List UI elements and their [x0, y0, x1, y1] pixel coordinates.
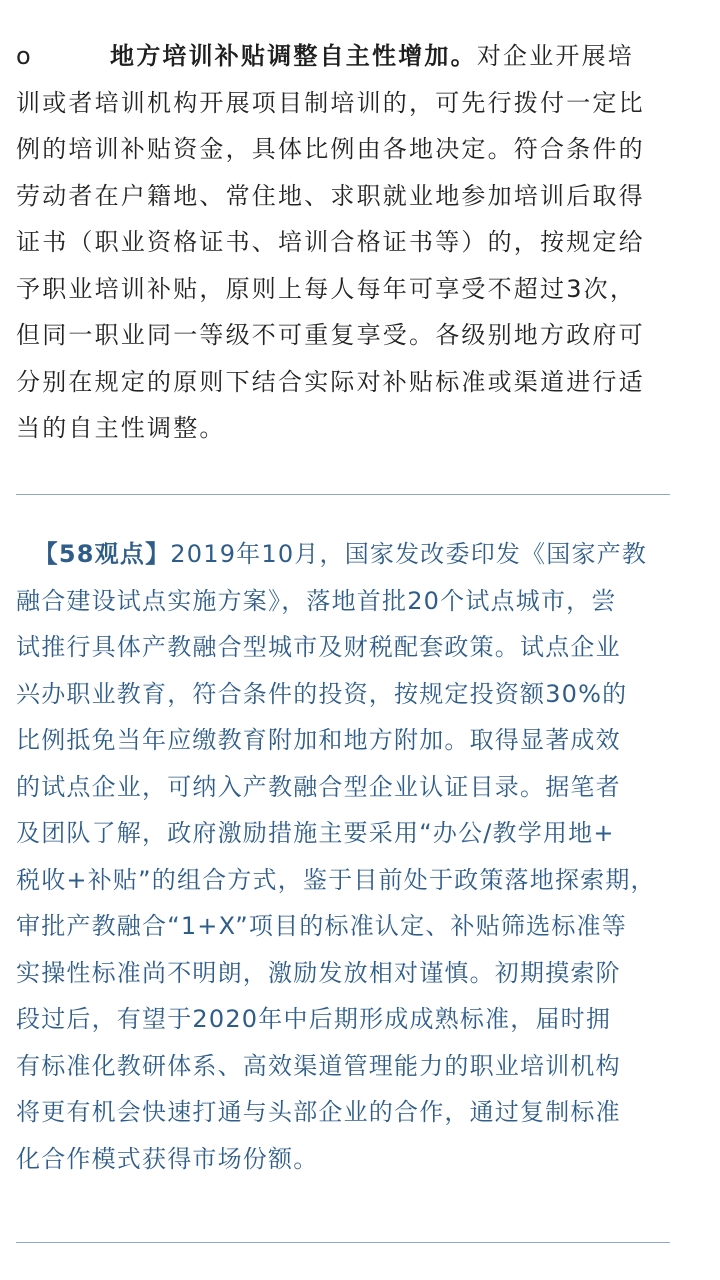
- paragraph-line: 当的自主性调整。: [16, 414, 226, 442]
- paragraph-line: 例的培训补贴资金，具体比例由各地决定。符合条件的: [16, 135, 645, 163]
- paragraph-line: 试推行具体产教融合型城市及财税配套政策。试点企业: [16, 633, 621, 661]
- paragraph-58-opinion: [16, 531, 706, 1182]
- paragraph-line: 证书（职业资格证书、培训合格证书等）的，按规定给: [16, 228, 645, 256]
- paragraph-line: 兴办职业教育，符合条件的投资，按规定投资额30%的: [16, 679, 628, 708]
- paragraph-line: 有标准化教研体系、高效渠道管理能力的职业培训机构: [16, 1051, 621, 1080]
- paragraph-line: [16, 531, 706, 578]
- paragraph-line: 及团队了解，政府激励措施主要采用“办公/教学用地+: [16, 819, 615, 847]
- paragraph-line: 化合作模式获得市场份额。: [16, 1144, 319, 1173]
- paragraph-line: 段过后，有望于2020年中后期形成成熟标准，届时拥: [16, 1005, 612, 1033]
- paragraph-line: 劳动者在户籍地、常住地、求职就业地参加培训后取得: [16, 181, 645, 210]
- paragraph-line: 税收+补贴”的组合方式，鉴于目前处于政策落地探索期，: [16, 865, 656, 894]
- paragraph-text: 2019年10月，国家发改委印发《国家产教: [170, 540, 648, 568]
- paragraph-line: 融合建设试点实施方案》，落地首批20个试点城市，尝: [16, 586, 617, 615]
- paragraph-line: 予职业培训补贴，原则上每人每年可享受不超过3次，: [16, 274, 637, 303]
- section-divider: [16, 494, 670, 495]
- opinion-tag: 【58观点】: [33, 540, 171, 568]
- paragraph-line: 分别在规定的原则下结合实际对补贴标准或渠道进行适: [16, 367, 645, 396]
- section-divider: [16, 1242, 670, 1243]
- bullet-marker: o: [16, 42, 33, 70]
- paragraph-text: 对企业开展培: [476, 42, 635, 70]
- paragraph-line: 比例抵免当年应缴教育附加和地方附加。取得显著成效: [16, 726, 621, 754]
- paragraph-line: 的试点企业，可纳入产教融合型企业认证目录。据笔者: [16, 772, 621, 801]
- paragraph-line: 但同一职业同一等级不可重复享受。各级别地方政府可: [16, 321, 645, 349]
- paragraph-line: 训或者培训机构开展项目制培训的，可先行拨付一定比: [16, 88, 645, 117]
- paragraph-training-subsidy: [16, 33, 706, 452]
- paragraph-line: 审批产教融合“1+X”项目的标准认定、补贴筛选标准等: [16, 912, 627, 940]
- paragraph-heading: 地方培训补贴调整自主性增加。: [110, 42, 477, 70]
- paragraph-line: [16, 33, 706, 80]
- paragraph-line: 将更有机会快速打通与头部企业的合作，通过复制标准: [16, 1098, 621, 1126]
- paragraph-line: 实操性标准尚不明朗，激励发放相对谨慎。初期摸索阶: [16, 958, 621, 987]
